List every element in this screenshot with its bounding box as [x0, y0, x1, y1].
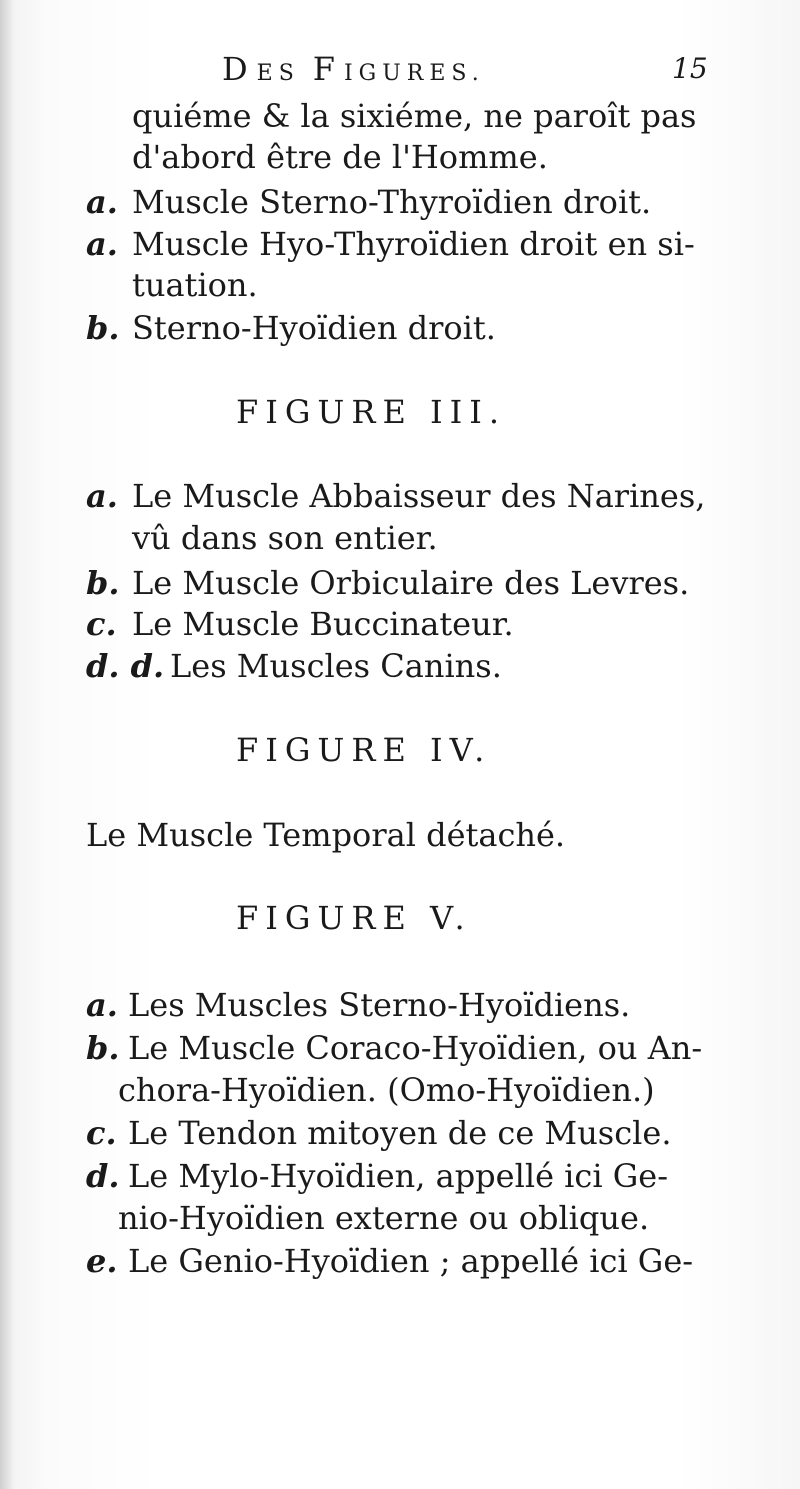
item-letter: b. [86, 309, 120, 347]
item-text: Le Mylo-Hyoïdien, appellé ici Ge- [128, 1157, 669, 1195]
item-letter: c. [86, 605, 117, 643]
figure-5-heading: FIGURE V. [236, 899, 472, 937]
gutter-shadow [0, 0, 14, 1489]
item-text: Le Muscle Buccinateur. [132, 605, 514, 643]
item-letter: c. [86, 1114, 117, 1152]
figure-4-text: Le Muscle Temporal détaché. [86, 816, 566, 854]
item-text: Le Genio-Hyoïdien ; appellé ici Ge- [128, 1242, 694, 1280]
item-letter: a. [86, 225, 118, 263]
running-head-initial-1: D [222, 50, 257, 88]
item-letter: b. [86, 1029, 120, 1067]
item-letter: a. [86, 986, 118, 1024]
running-head-word-2: IGURES. [343, 61, 485, 86]
running-head-word-1: ES [256, 61, 313, 86]
item-letter: e. [86, 1242, 118, 1280]
page-number: 15 [672, 52, 708, 85]
item-text: chora-Hyoïdien. (Omo-Hyoïdien.) [118, 1071, 655, 1109]
item-text: tuation. [132, 266, 258, 304]
item-text: Le Muscle Orbiculaire des Levres. [132, 564, 690, 602]
figure-3-heading: FIGURE III. [236, 393, 507, 431]
item-text: Les Muscles Canins. [170, 647, 502, 685]
item-text: Le Tendon mitoyen de ce Muscle. [128, 1114, 672, 1152]
item-text: vû dans son entier. [132, 519, 438, 557]
item-text: Muscle Sterno-Thyroïdien droit. [132, 183, 652, 221]
running-head [222, 50, 485, 88]
item-text: Muscle Hyo-Thyroïdien droit en si- [132, 225, 695, 263]
figure-4-heading: FIGURE IV. [236, 731, 492, 769]
continuation-line-2: d'abord être de l'Homme. [132, 138, 548, 176]
item-letter: a. [86, 477, 118, 515]
item-text: Le Muscle Coraco-Hyoïdien, ou An- [128, 1029, 703, 1067]
item-letter: d. [86, 1157, 120, 1195]
item-text: Sterno-Hyoïdien droit. [132, 309, 496, 347]
item-letter: a. [86, 183, 118, 221]
item-letter: d. d. [86, 647, 165, 685]
item-letter: b. [86, 564, 120, 602]
item-text: Les Muscles Sterno-Hyoïdiens. [128, 986, 631, 1024]
item-text: Le Muscle Abbaisseur des Narines, [132, 477, 706, 515]
item-text: nio-Hyoïdien externe ou oblique. [118, 1199, 650, 1237]
continuation-line-1: quiéme & la sixiéme, ne paroît pas [132, 97, 697, 135]
running-head-initial-2: F [312, 50, 344, 88]
